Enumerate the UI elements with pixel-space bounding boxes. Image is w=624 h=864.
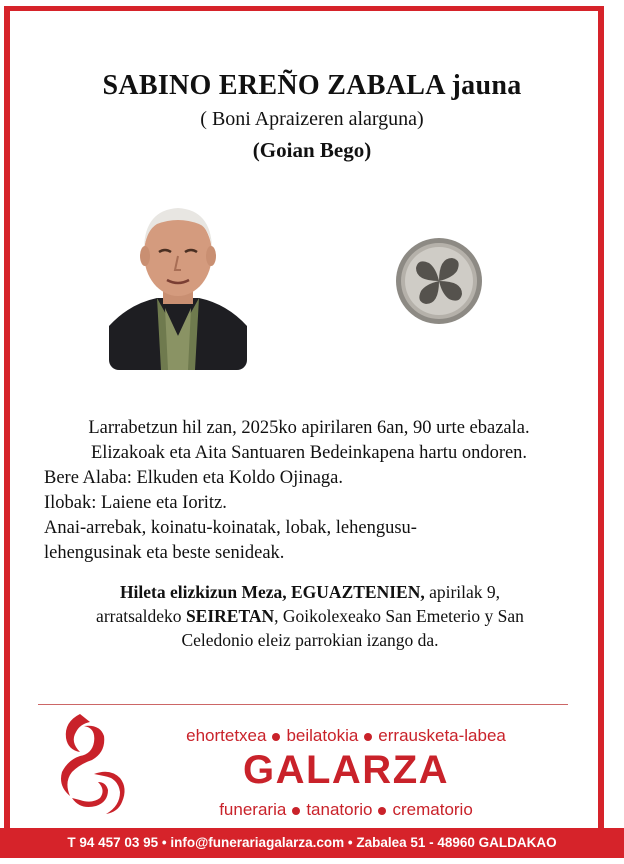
deceased-name: SABINO EREÑO ZABALA jauna xyxy=(102,70,522,101)
bullet-dot-icon xyxy=(378,807,386,815)
bullet-dot-icon xyxy=(364,733,372,741)
funeral-time: SEIRETAN xyxy=(185,606,275,626)
announcement-line-5: Anai-arrebak, koinatu-koinatak, lobak, lehengusu- xyxy=(44,518,417,538)
galarza-logo-icon xyxy=(50,712,132,818)
contact-footer: T 94 457 03 95 • info@funerariagalarza.com • Zabalea 51 - 48960 GALDAKAO xyxy=(0,828,624,858)
services-spanish xyxy=(134,800,558,820)
service-item: errausketa-labea xyxy=(378,726,506,745)
service-item: beilatokia xyxy=(286,726,359,745)
service-item: tanatorio xyxy=(306,800,373,819)
services-basque xyxy=(134,726,558,746)
funeral-place-start: , Goikolexeako San Emeterio y San xyxy=(274,606,524,626)
announcement-text xyxy=(44,416,574,566)
funeral-mass-title: Hileta elizkizun Meza, EGUAZTENIEN, xyxy=(119,582,425,602)
divider xyxy=(38,704,568,705)
lauburu-icon xyxy=(394,236,484,326)
announcement-line-6: lehengusinak eta beste senideak. xyxy=(44,543,285,563)
funeral-line-1 xyxy=(40,580,580,604)
brand-name: GALARZA xyxy=(242,748,450,792)
portrait-photo-drawing xyxy=(109,196,247,370)
deceased-origin: (Goian Bego) xyxy=(252,138,372,162)
bullet-dot-icon xyxy=(292,807,300,815)
bullet-dot-icon xyxy=(272,733,280,741)
funeral-mass-info xyxy=(40,580,580,652)
funeral-line-3: Celedonio eleiz parrokian izango da. xyxy=(181,630,439,650)
portrait-photo xyxy=(109,196,247,370)
funeral-date: apirilak 9, xyxy=(424,582,501,602)
service-item: ehortetxea xyxy=(186,726,267,745)
announcement-line-3: Bere Alaba: Elkuden eta Koldo Ojinaga. xyxy=(44,468,343,488)
funeral-line-2 xyxy=(40,604,580,628)
announcement-line-1: Larrabetzun hil zan, 2025ko apirilaren 6an, 90 urte ebazala. xyxy=(88,418,530,438)
funeral-time-prefix: arratsaldeko xyxy=(96,606,186,626)
announcement-line-2: Elizakoak eta Aita Santuaren Bedeinkapena hartu ondoren. xyxy=(90,443,528,463)
service-item: crematorio xyxy=(392,800,473,819)
deceased-nickname: ( Boni Apraizeren alarguna) xyxy=(200,108,424,130)
announcement-line-4: Ilobak: Laiene eta Ioritz. xyxy=(44,493,227,513)
service-item: funeraria xyxy=(219,800,287,819)
